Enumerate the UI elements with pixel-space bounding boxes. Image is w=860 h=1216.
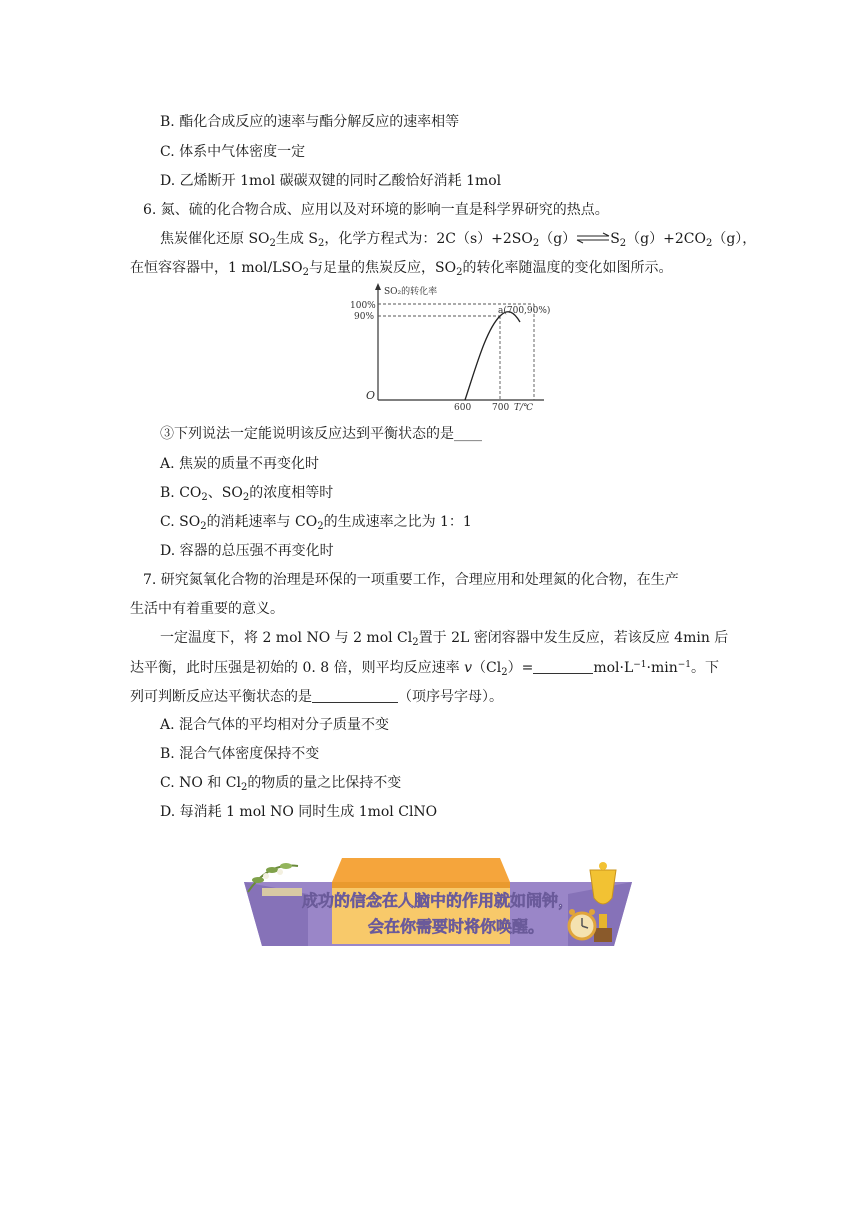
q7-title-line1: 7. 研究氮氧化合物的治理是环保的一项重要工作，合理应用和处理氮的化合物，在生产 [143,572,679,588]
superscript: −1 [633,660,647,670]
subscript: 2 [532,238,540,249]
q7-text: mol·L [593,660,634,676]
q6-text: 在恒容容器中，1 mol/LSO [130,260,303,276]
subscript: 2 [705,238,713,249]
subscript: 2 [501,667,508,678]
q6-text: 的浓度相等时 [249,485,334,501]
banner-line1: 成功的信念在人脑中的作用就如闹钟， [301,891,575,910]
q6-text: C. SO [160,514,201,530]
q5-option-b: B. 酯化合成反应的速率与酯分解反应的速率相等 [160,114,460,130]
q6-text: 、SO [207,485,243,501]
subscript: 2 [302,267,309,278]
y-axis-title: SO₂的转化率 [384,287,438,297]
conversion-curve [465,312,520,400]
q7-text: C. NO 和 Cl [160,775,241,791]
subscript: 2 [317,238,325,249]
q7-text: v [464,660,472,676]
superscript: −1 [677,660,692,670]
q6-text: 的消耗速率与 CO [206,514,318,530]
subscript: 2 [242,492,250,503]
q7-text: 达平衡，此时压强是初始的 0. 8 倍，则平均反应速率 [130,660,465,676]
q6-text: （g） [539,231,577,247]
banner-line2: 会在你需要时将你唤醒。 [367,917,545,936]
q6-text: 焦炭催化还原 SO [160,231,270,247]
q7-text: （项序号字母）。 [398,689,503,705]
q7-text: 置于 2L 密闭容器中发生反应，若该反应 4min 后 [418,630,729,646]
y-tick-label: 90% [354,312,375,322]
q6-text: ，化学方程式为：2C（s）+2SO [324,231,533,247]
q7-option-c [160,773,401,793]
q6-text: 生成 S [275,231,318,247]
q7-paragraph-line1 [160,628,728,648]
q7-text: 的物质的量之比保持不变 [247,775,402,791]
point-label: a(700,90%) [498,306,550,316]
q7-option-d: D. 每消耗 1 mol NO 同时生成 1mol ClNO [160,804,438,820]
equilibrium-arrow-icon [576,232,610,244]
subscript: 2 [269,238,276,249]
q7-text: （Cl [472,660,502,676]
q6-text: （g）+2CO [626,231,706,247]
q6-text: 与足量的焦炭反应，SO [309,260,457,276]
q6-text: （g）， [712,231,757,247]
q5-option-c: C. 体系中气体密度一定 [160,144,306,160]
y-tick-label: 100% [350,301,376,311]
q7-option-b: B. 混合气体密度保持不变 [160,746,320,762]
q6-text: 的转化率随温度的变化如图所示。 [462,260,673,276]
subscript: 2 [619,238,627,249]
x-tick-label: 700 [492,403,510,412]
q7-text: ）= [507,660,534,676]
q6-text: B. CO [160,485,202,501]
y-axis-arrow-icon [375,283,381,290]
motivational-banner [238,852,638,950]
q7-text: 。下 [691,660,720,676]
subscript: 2 [412,637,419,648]
origin-label: O [366,389,376,402]
q7-title-line2: 生活中有着重要的意义。 [130,601,284,617]
x-axis-label: T/℃ [514,403,534,412]
q7-text: ·min [646,660,678,676]
banner-box-edge [332,882,510,888]
subscript: 2 [200,521,207,532]
q6-option-b [160,483,333,503]
q6-equation-line [160,229,756,249]
q6-option-d: D. 容器的总压强不再变化时 [160,543,334,559]
subscript: 2 [456,267,463,278]
x-tick-label: 600 [454,403,472,412]
subscript: 2 [201,492,208,503]
q7-text: 列可判断反应达平衡状态的是 [130,689,312,705]
alarm-clock-icon [569,909,595,939]
q5-option-d: D. 乙烯断开 1mol 碳碳双键的同时乙酸恰好消耗 1mol [160,173,502,189]
q6-text: 的生成速率之比为 1：1 [323,514,472,530]
answer-blank-rate[interactable] [533,659,593,674]
q7-paragraph-line2 [130,658,719,678]
q7-option-a: A. 混合气体的平均相对分子质量不变 [160,717,390,733]
answer-blank-options[interactable] [312,688,398,703]
q6-question: ③下列说法一定能说明该反应达到平衡状态的是____ [160,426,482,442]
q7-text: 一定温度下，将 2 mol NO 与 2 mol Cl [160,630,413,646]
q7-paragraph-line3 [130,687,503,707]
q6-title: 6. 氮、硫的化合物合成、应用以及对环境的影响一直是科学界研究的热点。 [143,202,609,218]
subscript: 2 [317,521,324,532]
q6-condition-line [130,258,672,278]
q6-option-c [160,512,472,532]
q6-text: S [610,231,620,247]
banner-top-box [332,858,510,882]
subscript: 2 [240,782,248,793]
conversion-graph [340,282,550,412]
q6-option-a: A. 焦炭的质量不再变化时 [160,456,320,472]
